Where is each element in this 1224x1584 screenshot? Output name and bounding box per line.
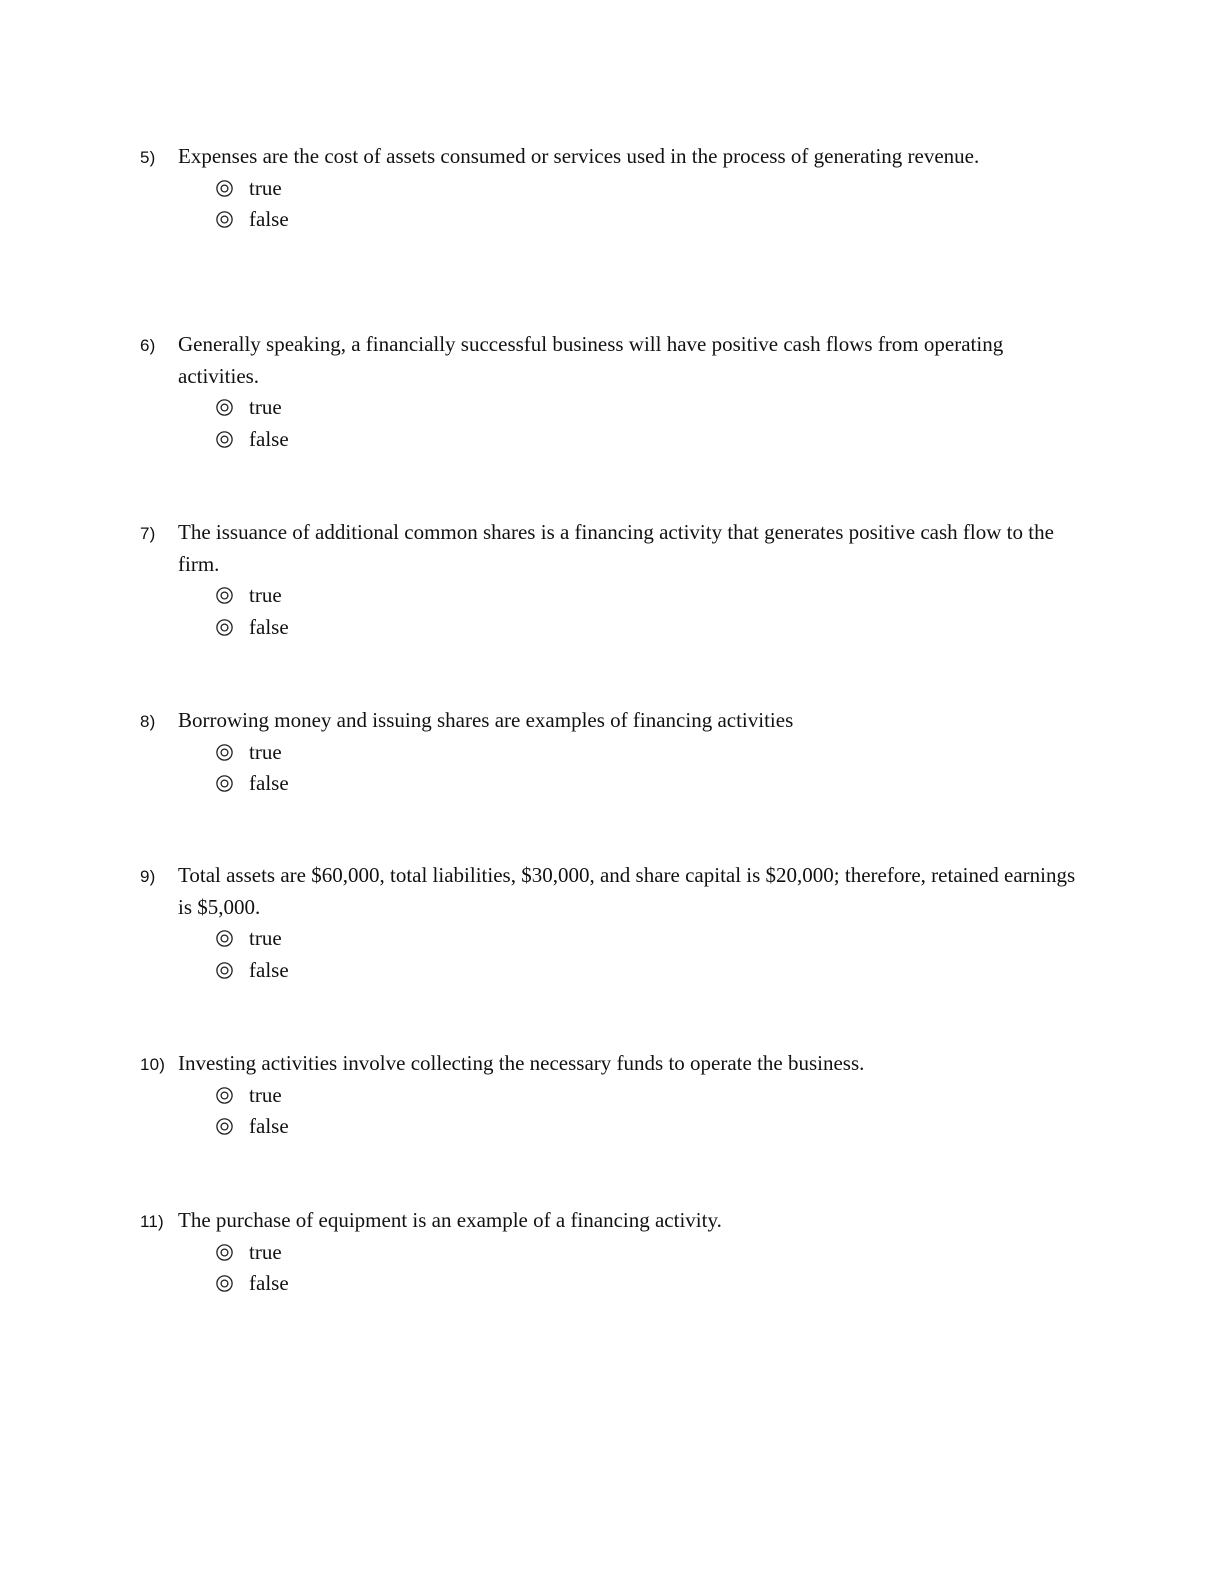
option-label: false: [249, 614, 289, 639]
question-9: [140, 860, 1080, 986]
option-false[interactable]: [140, 1268, 1080, 1300]
question-10: [140, 1048, 1080, 1143]
option-false[interactable]: [140, 424, 1080, 456]
option-true[interactable]: [140, 580, 1080, 612]
question-stem: [140, 1048, 1080, 1080]
answer-options: [140, 923, 1080, 986]
question-text: Total assets are $60,000, total liabilities, $30,000, and share capital is $20,000; therefore, retained earnings is $5,000.: [178, 863, 1076, 919]
question-text: Expenses are the cost of assets consumed or services used in the process of generating revenue.: [178, 144, 980, 168]
question-text: Borrowing money and issuing shares are examples of financing activities: [178, 708, 794, 732]
radio-button-icon[interactable]: [216, 1118, 233, 1135]
radio-button-icon[interactable]: [216, 587, 233, 604]
option-label: false: [249, 207, 289, 232]
option-true[interactable]: [140, 392, 1080, 424]
option-false[interactable]: [140, 955, 1080, 987]
option-label: true: [249, 1082, 282, 1107]
option-label: true: [249, 175, 282, 200]
radio-button-icon[interactable]: [216, 930, 233, 947]
radio-button-icon[interactable]: [216, 180, 233, 197]
question-text: The purchase of equipment is an example of a financing activity.: [178, 1208, 722, 1232]
radio-button-icon[interactable]: [216, 775, 233, 792]
option-false[interactable]: [140, 1111, 1080, 1143]
question-stem: [140, 860, 1080, 923]
option-label: false: [249, 1114, 289, 1139]
option-label: false: [249, 771, 289, 796]
question-11: [140, 1205, 1080, 1300]
question-number: 11): [140, 1212, 164, 1231]
question-5: [140, 141, 1080, 236]
question-stem: [140, 329, 1080, 392]
answer-options: [140, 580, 1080, 643]
radio-button-icon[interactable]: [216, 1087, 233, 1104]
question-number: 6): [140, 336, 156, 355]
option-true[interactable]: [140, 173, 1080, 205]
question-number: 5): [140, 148, 156, 167]
option-true[interactable]: [140, 737, 1080, 769]
option-label: false: [249, 957, 289, 982]
question-8: [140, 705, 1080, 800]
question-text: The issuance of additional common shares is a financing activity that generates positive cash flow to the firm.: [178, 520, 1054, 576]
radio-button-icon[interactable]: [216, 431, 233, 448]
question-number: 7): [140, 524, 156, 543]
option-true[interactable]: [140, 1080, 1080, 1112]
question-text: Investing activities involve collecting the necessary funds to operate the business.: [178, 1051, 865, 1075]
question-stem: [140, 1205, 1080, 1237]
option-false[interactable]: [140, 204, 1080, 236]
question-number: 8): [140, 712, 156, 731]
question-number: 10): [140, 1055, 166, 1074]
question-7: [140, 517, 1080, 643]
option-label: false: [249, 1271, 289, 1296]
radio-button-icon[interactable]: [216, 399, 233, 416]
option-label: true: [249, 395, 282, 420]
question-stem: [140, 705, 1080, 737]
option-label: false: [249, 426, 289, 451]
answer-options: [140, 173, 1080, 236]
question-text: Generally speaking, a financially successful business will have positive cash flows from operating activities.: [178, 332, 1004, 388]
option-label: true: [249, 1239, 282, 1264]
question-number: 9): [140, 867, 156, 886]
radio-button-icon[interactable]: [216, 1244, 233, 1261]
question-stem: [140, 517, 1080, 580]
radio-button-icon[interactable]: [216, 744, 233, 761]
radio-button-icon[interactable]: [216, 1275, 233, 1292]
option-label: true: [249, 583, 282, 608]
radio-button-icon[interactable]: [216, 962, 233, 979]
answer-options: [140, 1237, 1080, 1300]
answer-options: [140, 737, 1080, 800]
option-false[interactable]: [140, 768, 1080, 800]
option-false[interactable]: [140, 612, 1080, 644]
question-stem: [140, 141, 1080, 173]
option-true[interactable]: [140, 923, 1080, 955]
option-label: true: [249, 739, 282, 764]
option-true[interactable]: [140, 1237, 1080, 1269]
radio-button-icon[interactable]: [216, 619, 233, 636]
option-label: true: [249, 926, 282, 951]
radio-button-icon[interactable]: [216, 211, 233, 228]
answer-options: [140, 392, 1080, 455]
answer-options: [140, 1080, 1080, 1143]
question-6: [140, 329, 1080, 455]
